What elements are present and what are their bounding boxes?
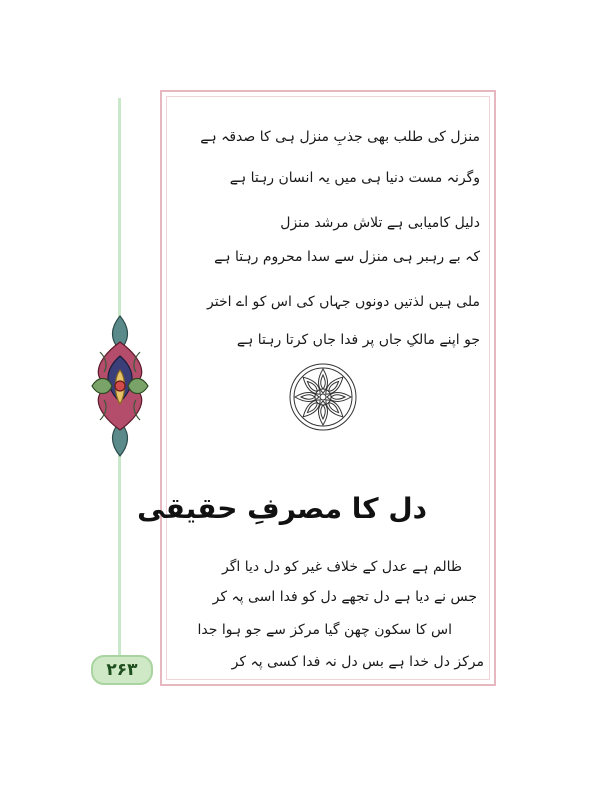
poem-line-4: مرکز دل خدا ہے بس دل نہ فدا کسی پہ کر bbox=[231, 654, 484, 670]
stanza-3-line-1: ملی ہیں لذتیں دونوں جہاں کی اس کو اے اختر bbox=[207, 294, 480, 310]
poem-line-2: جس نے دیا ہے دل تجھے دل کو فدا اسی پہ کر bbox=[212, 589, 477, 605]
floral-ornament-icon bbox=[86, 312, 154, 460]
poem-line-3: اس کا سکون چھن گیا مرکز سے جو ہوا جدا bbox=[197, 622, 452, 638]
page-number: ۲۶۳ bbox=[91, 655, 153, 685]
stanza-3-line-2: جو اپنے مالکِ جاں پر فدا جاں کرتا رہتا ہے bbox=[236, 332, 480, 348]
stanza-2-line-1: دلیل کامیابی ہے تلاش مرشد منزل bbox=[280, 215, 480, 231]
poem-line-1: ظالم ہے عدل کے خلاف غیر کو دل دیا اگر bbox=[222, 559, 462, 575]
rosette-divider-icon bbox=[287, 361, 359, 433]
section-heading: دل کا مصرفِ حقیقی bbox=[137, 492, 427, 525]
stanza-2-line-2: کہ بے رہبر ہی منزل سے سدا محروم رہتا ہے bbox=[214, 249, 480, 265]
stanza-1-line-2: وگرنہ مست دنیا ہی میں یہ انسان رہتا ہے bbox=[229, 170, 480, 186]
stanza-1-line-1: منزل کی طلب بھی جذبِ منزل ہی کا صدقہ ہے bbox=[200, 129, 480, 145]
